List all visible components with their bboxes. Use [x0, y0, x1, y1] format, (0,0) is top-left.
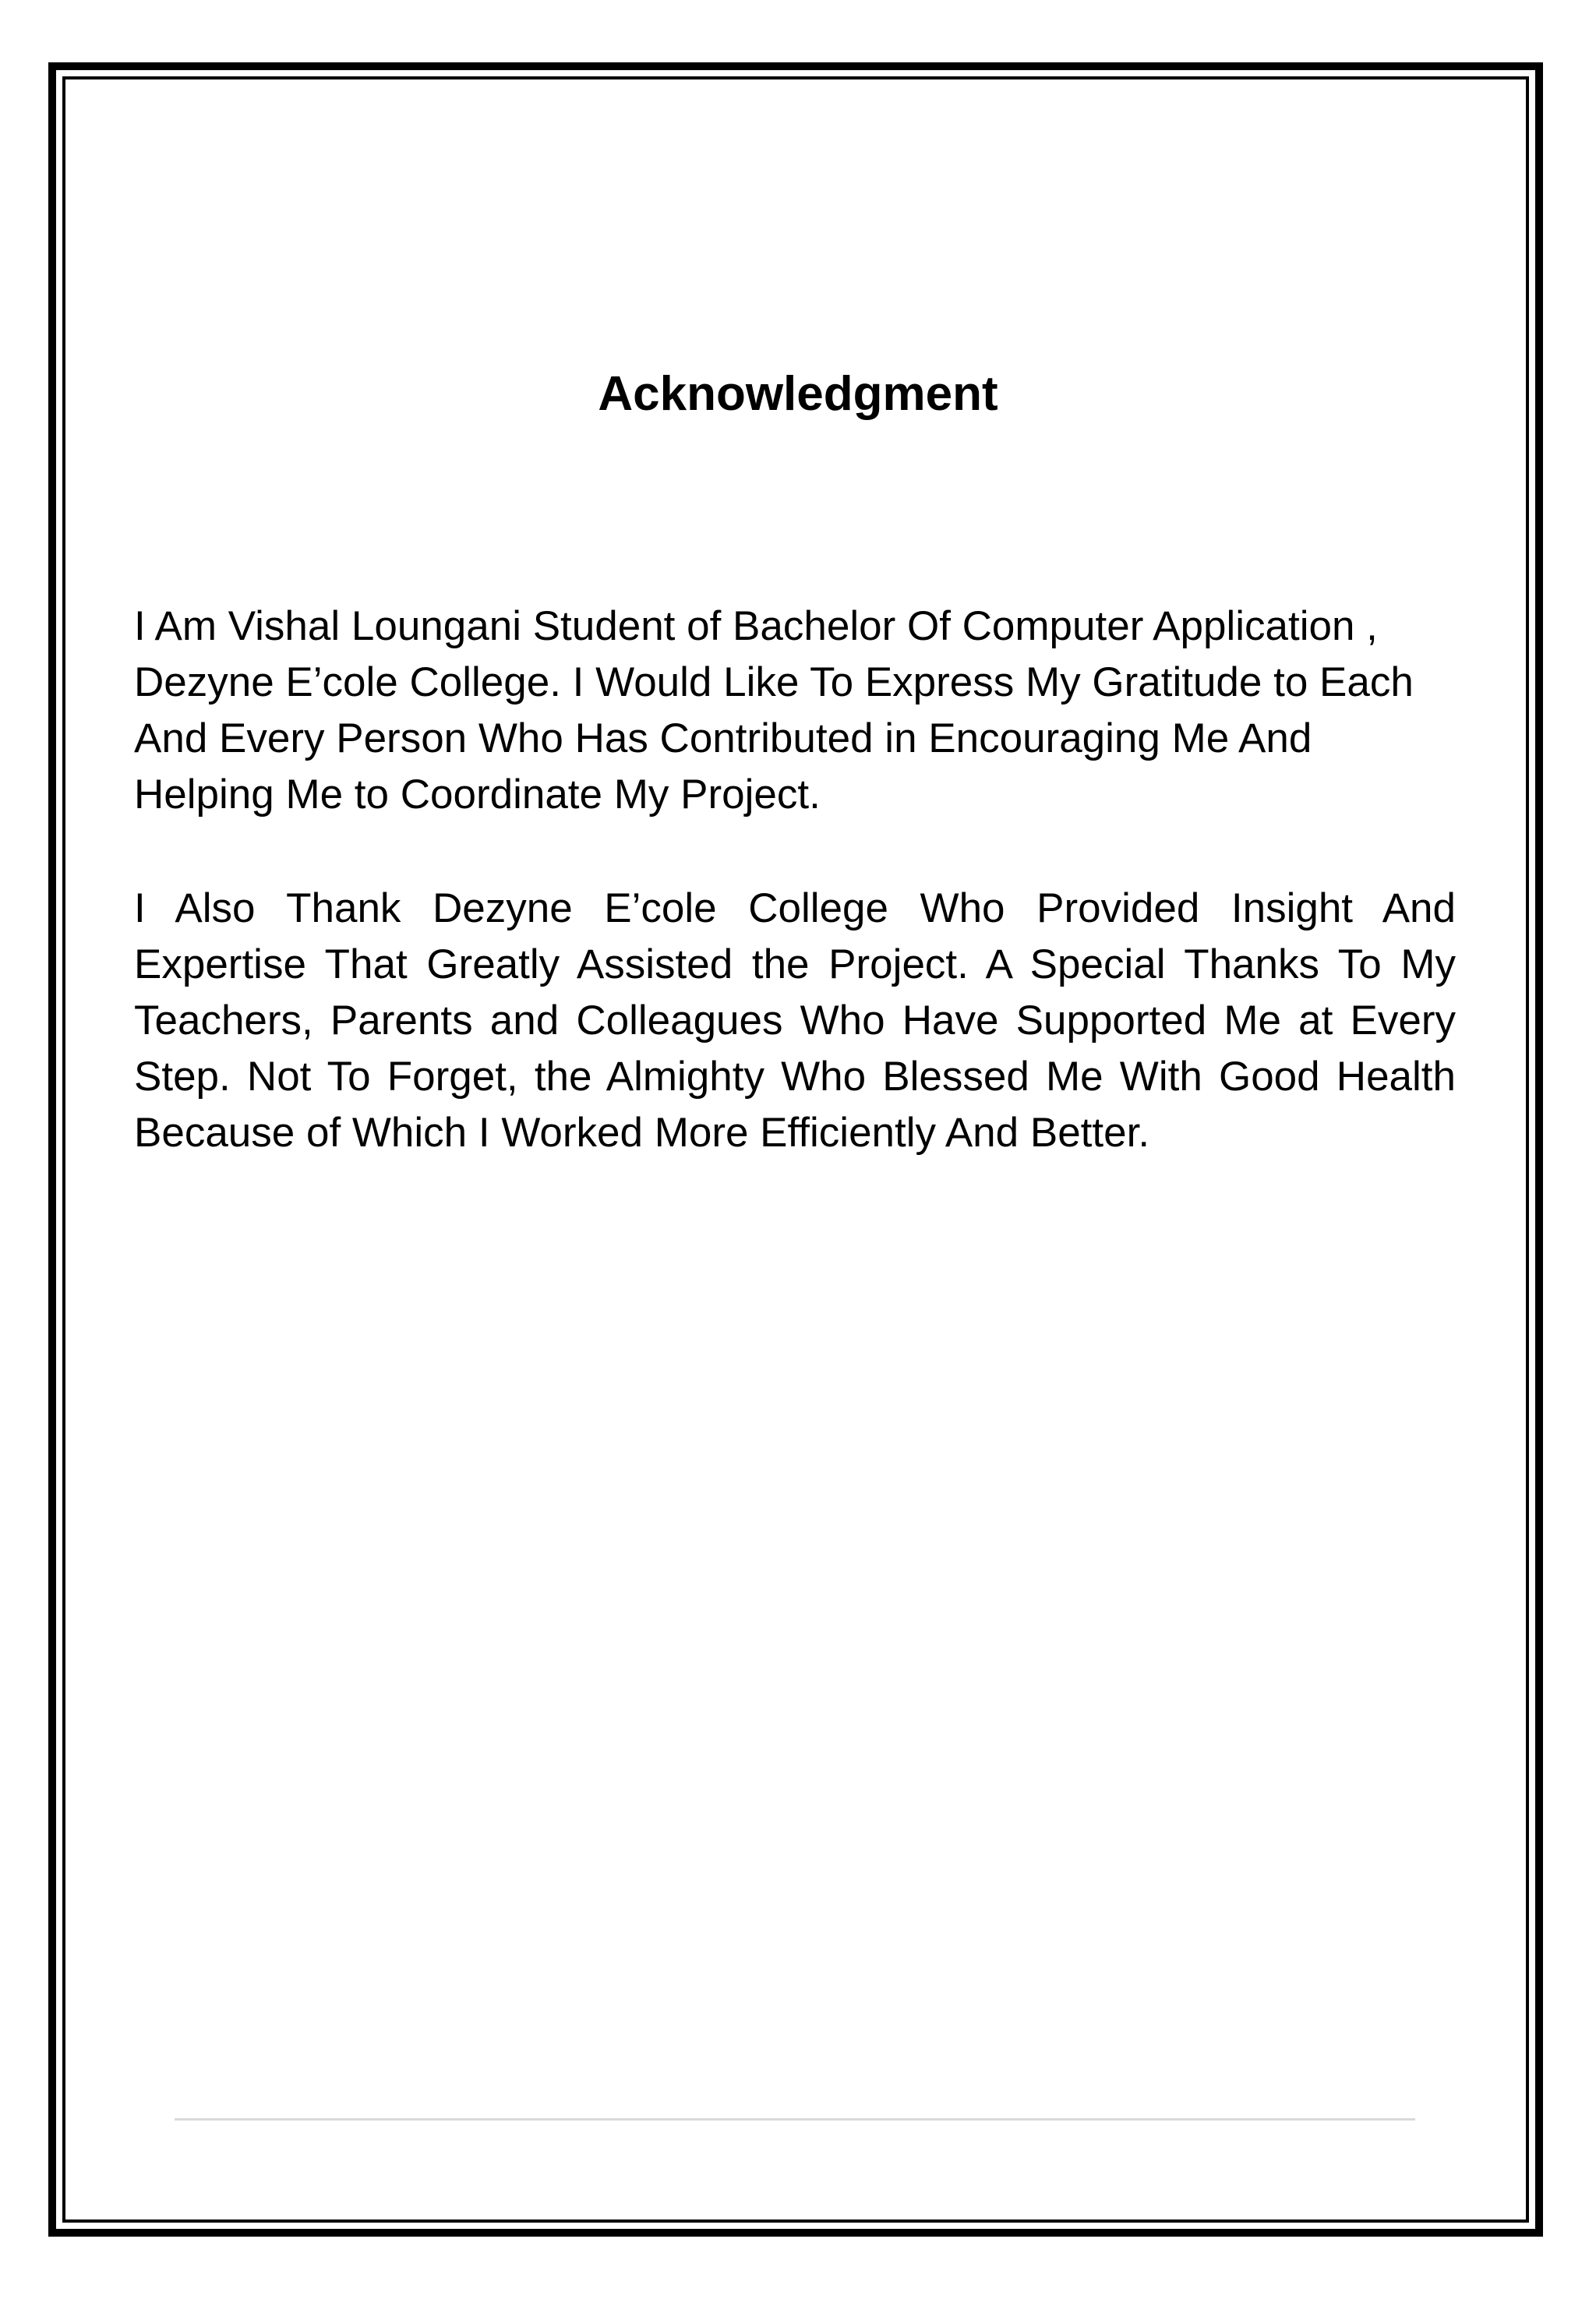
footer-rule [175, 2118, 1415, 2121]
page-title: Acknowledgment [598, 367, 998, 421]
paragraph-thanks: I Also Thank Dezyne E’cole College Who Provided Insight And Expertise That Greatly Assisted the Project. A Special Thanks To My Teachers, Parents and Colleagues Who Have Supported Me at Every Step. Not To Forget, the Almighty Who Blessed Me With Good Health Because of Which I Worked More Efficiently And Better. [134, 885, 1456, 1156]
paragraph-intro: I Am Vishal Loungani Student of Bachelor Of Computer Application , Dezyne E’cole College. I Would Like To Express My Gratitude to Each And Every Person Who Has Contributed in Encouraging Me And Helping Me to Coordinate My Project. [134, 603, 1414, 818]
